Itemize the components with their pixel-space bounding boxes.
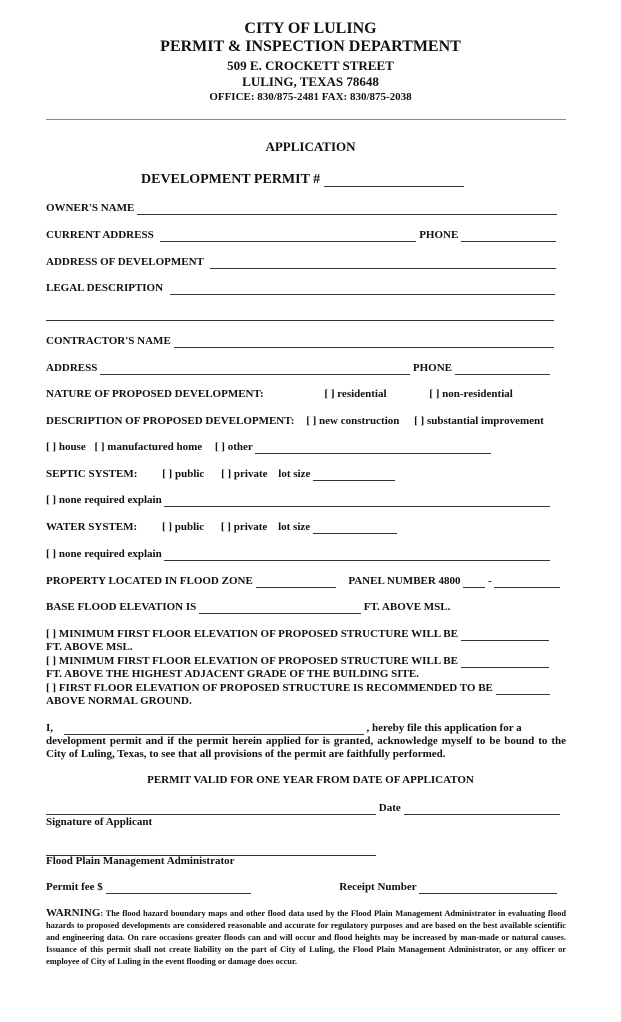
water-lot-size-field[interactable] xyxy=(313,523,397,534)
water-label: WATER SYSTEM: xyxy=(46,521,138,533)
septic-lot-size-label: lot size xyxy=(278,468,311,480)
permit-validity-notice: PERMIT VALID FOR ONE YEAR FROM DATE OF APPLICATON xyxy=(147,774,474,786)
receipt-number-field[interactable] xyxy=(419,883,557,894)
septic-private-checkbox[interactable]: [ ] private xyxy=(221,468,268,480)
signature-date-row xyxy=(46,802,566,815)
owner-row xyxy=(46,202,566,215)
date-label: Date xyxy=(378,802,401,814)
flood-zone-label: PROPERTY LOCATED IN FLOOD ZONE xyxy=(46,575,253,587)
applicant-statement-row xyxy=(46,722,566,735)
signature-label-row xyxy=(46,816,566,829)
bfe-field[interactable] xyxy=(199,603,361,614)
water-private-checkbox[interactable]: [ ] private xyxy=(220,521,268,533)
permit-fee-field[interactable] xyxy=(106,883,251,894)
description-row xyxy=(46,415,566,428)
phone-label: PHONE xyxy=(419,229,459,241)
septic-none-row xyxy=(46,494,566,507)
panel-number-label: PANEL NUMBER 4800 xyxy=(348,575,461,587)
panel-number-field-a[interactable] xyxy=(463,577,485,588)
fpma-signature-field[interactable] xyxy=(46,845,376,856)
contractor-address-row xyxy=(46,362,566,375)
nonresidential-checkbox[interactable]: [ ] non-residential xyxy=(429,388,513,400)
house-checkbox[interactable]: [ ] house xyxy=(46,441,86,453)
owner-name-field[interactable] xyxy=(137,204,557,215)
water-none-row xyxy=(46,548,566,561)
recommended-elev-checkbox[interactable]: [ ] FIRST FLOOR ELEVATION OF PROPOSED STRUCTURE IS RECOMMENDED TO BE xyxy=(46,682,493,694)
department-name: PERMIT & INSPECTION DEPARTMENT xyxy=(160,38,461,55)
permit-number-row xyxy=(141,172,621,188)
fpma-label: Flood Plain Management Administrator xyxy=(46,855,235,867)
warning-text: : The flood hazard boundary maps and other flood data used by the Flood Plain Management Administrator in evaluating flood hazards to proposed developments are considered reasonable and accurate for regulatory purposes and are based on the best available scientific and engineering data. On rare occasions greater floods can and will occur and flood heights may be increased by man-made or natural causes. Issuance of this permit shall not create liability on the part of City of Luling, the Flood Plain Management Administrator, or any officer or employee of City of Luling in the event flooding or damage does occur. xyxy=(46,909,566,966)
substantial-improvement-checkbox[interactable]: [ ] substantial improvement xyxy=(414,415,544,427)
min-elev-msl-row-2 xyxy=(46,641,566,654)
permit-fee-label: Permit fee $ xyxy=(46,881,103,893)
septic-public-checkbox[interactable]: [ ] public xyxy=(162,468,205,480)
bfe-unit-label: FT. ABOVE MSL. xyxy=(363,601,451,613)
min-elev-msl-field[interactable] xyxy=(461,630,549,641)
legal-description-line2[interactable] xyxy=(46,310,554,321)
current-address-field[interactable] xyxy=(160,231,416,242)
current-address-row xyxy=(46,229,566,242)
header-divider xyxy=(46,119,566,120)
application-heading: APPLICATION xyxy=(265,139,356,154)
signature-field[interactable] xyxy=(46,804,376,815)
applicant-name-field[interactable] xyxy=(64,724,364,735)
bfe-row xyxy=(46,601,566,614)
owner-label: OWNER'S NAME xyxy=(46,202,135,214)
min-elev-grade-field[interactable] xyxy=(461,657,549,668)
water-public-checkbox[interactable]: [ ] public xyxy=(161,521,205,533)
permit-number-label: DEVELOPMENT PERMIT # xyxy=(141,172,321,187)
contractor-address-label: ADDRESS xyxy=(46,362,98,374)
water-explain-field[interactable] xyxy=(164,550,550,561)
septic-explain-field[interactable] xyxy=(164,496,550,507)
septic-label: SEPTIC SYSTEM: xyxy=(46,468,138,480)
legal-description-field[interactable] xyxy=(170,284,555,295)
recommended-elev-unit: ABOVE NORMAL GROUND. xyxy=(46,695,192,707)
owner-phone-field[interactable] xyxy=(461,231,556,242)
min-elev-grade-checkbox[interactable]: [ ] MINIMUM FIRST FLOOR ELEVATION OF PROPOSED STRUCTURE WILL BE xyxy=(46,655,458,667)
recommended-elev-row-2 xyxy=(46,695,566,708)
structure-type-row xyxy=(46,441,566,454)
warning-label: WARNING xyxy=(46,907,101,919)
legal-label: LEGAL DESCRIPTION xyxy=(46,282,164,294)
contractor-name-field[interactable] xyxy=(174,337,554,348)
permit-number-field[interactable] xyxy=(324,174,464,187)
contractor-row xyxy=(46,335,566,348)
min-elev-msl-row xyxy=(46,628,566,641)
city-name: CITY OF LULING xyxy=(244,20,377,37)
bfe-label: BASE FLOOD ELEVATION IS xyxy=(46,601,197,613)
nature-label: NATURE OF PROPOSED DEVELOPMENT: xyxy=(46,388,264,400)
septic-row xyxy=(46,468,566,481)
water-none-required-checkbox[interactable]: [ ] none required explain xyxy=(46,548,162,560)
manufactured-home-checkbox[interactable]: [ ] manufactured home xyxy=(94,441,203,453)
min-elev-msl-checkbox[interactable]: [ ] MINIMUM FIRST FLOOR ELEVATION OF PROPOSED STRUCTURE WILL BE xyxy=(46,628,458,640)
panel-dash: - xyxy=(488,575,492,587)
signature-label: Signature of Applicant xyxy=(46,816,153,828)
nature-row xyxy=(46,388,566,401)
contact-info: OFFICE: 830/875-2481 FAX: 830/875-2038 xyxy=(209,91,412,103)
other-field[interactable] xyxy=(255,443,491,454)
min-elev-grade-row xyxy=(46,655,566,668)
date-field[interactable] xyxy=(404,804,560,815)
water-lot-size-label: lot size xyxy=(278,521,311,533)
other-checkbox[interactable]: [ ] other xyxy=(214,441,253,453)
current-address-label: CURRENT ADDRESS xyxy=(46,229,154,241)
min-elev-grade-row-2 xyxy=(46,668,566,681)
contractor-phone-label: PHONE xyxy=(412,362,452,374)
flood-zone-row xyxy=(46,575,566,588)
residential-checkbox[interactable]: [ ] residential xyxy=(324,388,387,400)
receipt-number-label: Receipt Number xyxy=(339,881,417,893)
septic-none-required-checkbox[interactable]: [ ] none required explain xyxy=(46,494,162,506)
water-row xyxy=(46,521,566,534)
dev-address-label: ADDRESS OF DEVELOPMENT xyxy=(46,256,204,268)
panel-number-field-b[interactable] xyxy=(494,577,560,588)
contractor-phone-field[interactable] xyxy=(455,364,550,375)
new-construction-checkbox[interactable]: [ ] new construction xyxy=(306,415,400,427)
dev-address-row xyxy=(46,256,566,269)
recommended-elev-row xyxy=(46,682,566,695)
flood-zone-field[interactable] xyxy=(256,577,336,588)
statement-suffix: , hereby file this application for a xyxy=(366,722,522,734)
legal-row xyxy=(46,282,566,295)
dev-address-field[interactable] xyxy=(210,258,556,269)
contractor-address-field[interactable] xyxy=(100,364,410,375)
fpma-label-row xyxy=(46,855,566,868)
statement-prefix: I, xyxy=(46,722,54,734)
legal-row-2 xyxy=(46,308,566,321)
warning-notice xyxy=(46,907,566,968)
fee-receipt-row xyxy=(46,881,566,894)
city-state-zip: LULING, TEXAS 78648 xyxy=(242,74,379,89)
min-elev-grade-unit: FT. ABOVE THE HIGHEST ADJACENT GRADE OF THE BUILDING SITE. xyxy=(46,668,419,680)
applicant-statement: development permit and if the permit herein applied for is granted, acknowledge myself to be bound to the City of Luling, Texas, to see that all provisions of the permit are faithfully performed. xyxy=(46,735,566,760)
min-elev-msl-unit: FT. ABOVE MSL. xyxy=(46,641,133,653)
recommended-elev-field[interactable] xyxy=(496,684,550,695)
description-label: DESCRIPTION OF PROPOSED DEVELOPMENT: xyxy=(46,415,295,427)
contractor-label: CONTRACTOR'S NAME xyxy=(46,335,171,347)
septic-lot-size-field[interactable] xyxy=(313,470,395,481)
street-address: 509 E. CROCKETT STREET xyxy=(227,58,394,73)
